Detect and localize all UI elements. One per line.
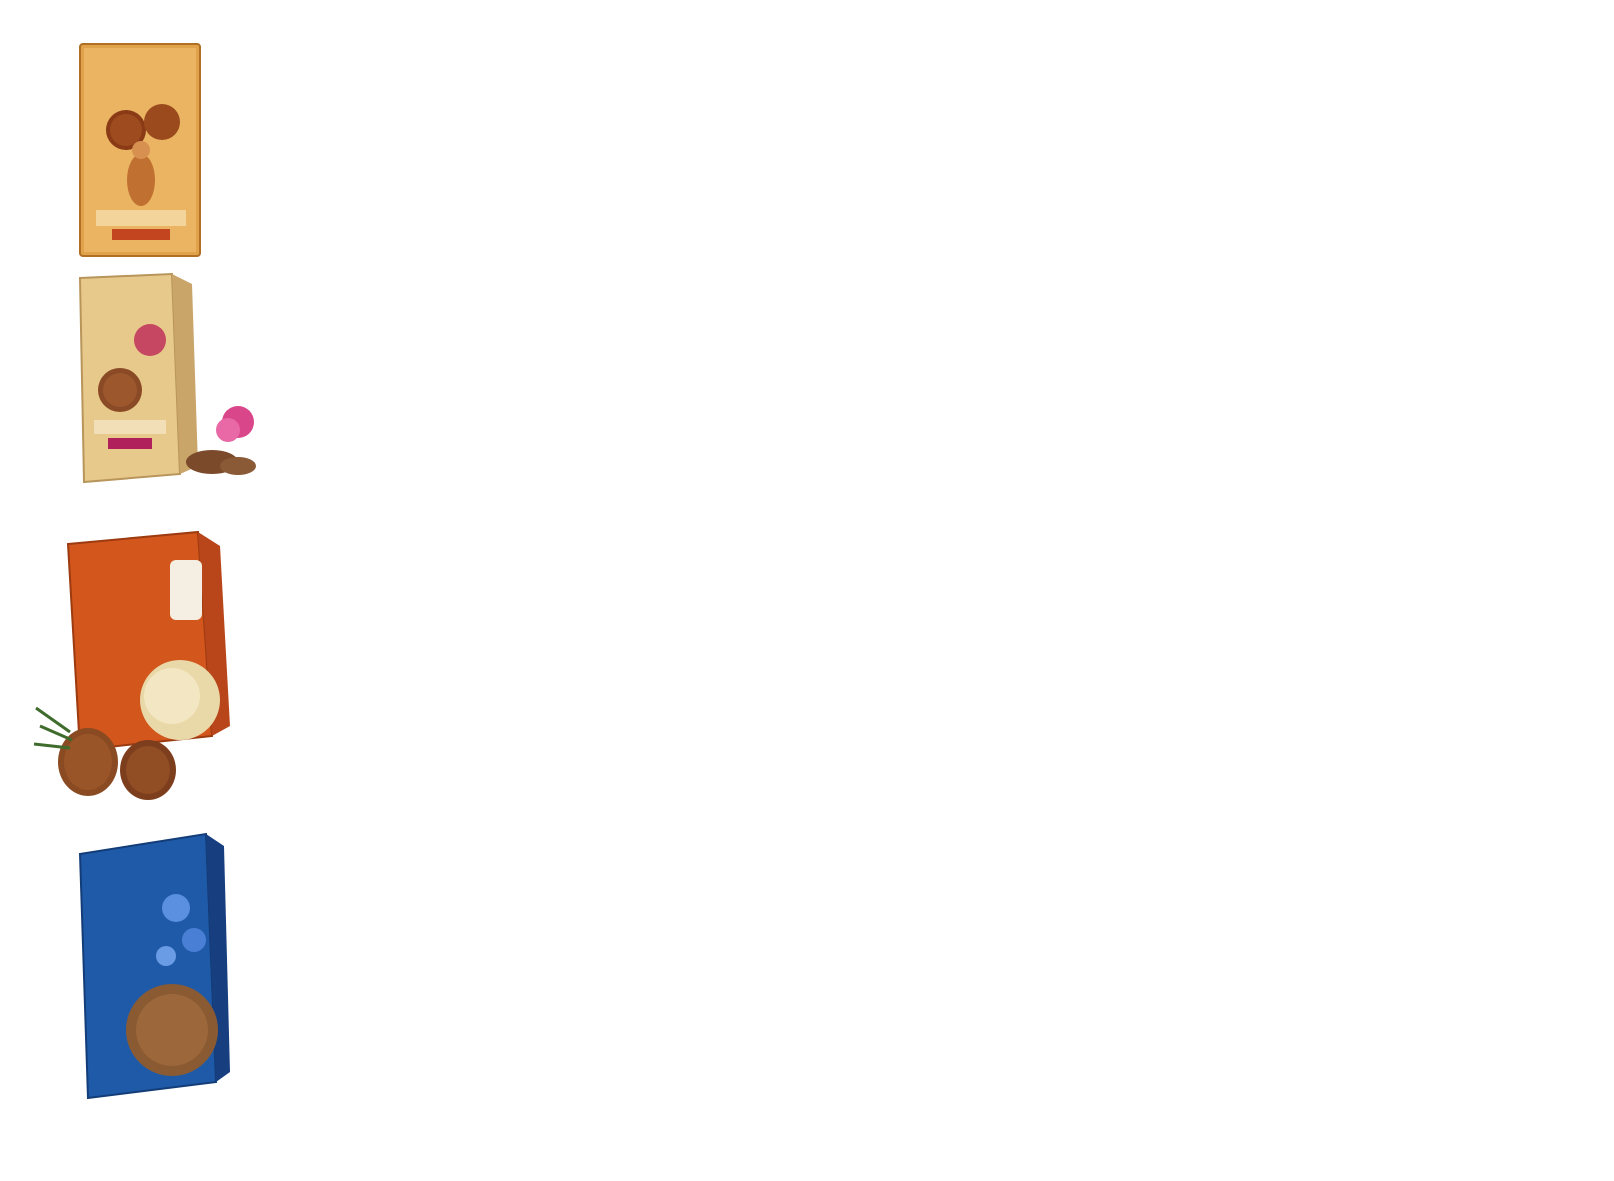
flax-crisps-sweet-package-image: [52, 270, 262, 492]
flax-crisps-salted-package-image: [78, 42, 204, 260]
flax-flour-package-image: [66, 830, 236, 1102]
cedar-flour-package-image: [30, 530, 242, 806]
